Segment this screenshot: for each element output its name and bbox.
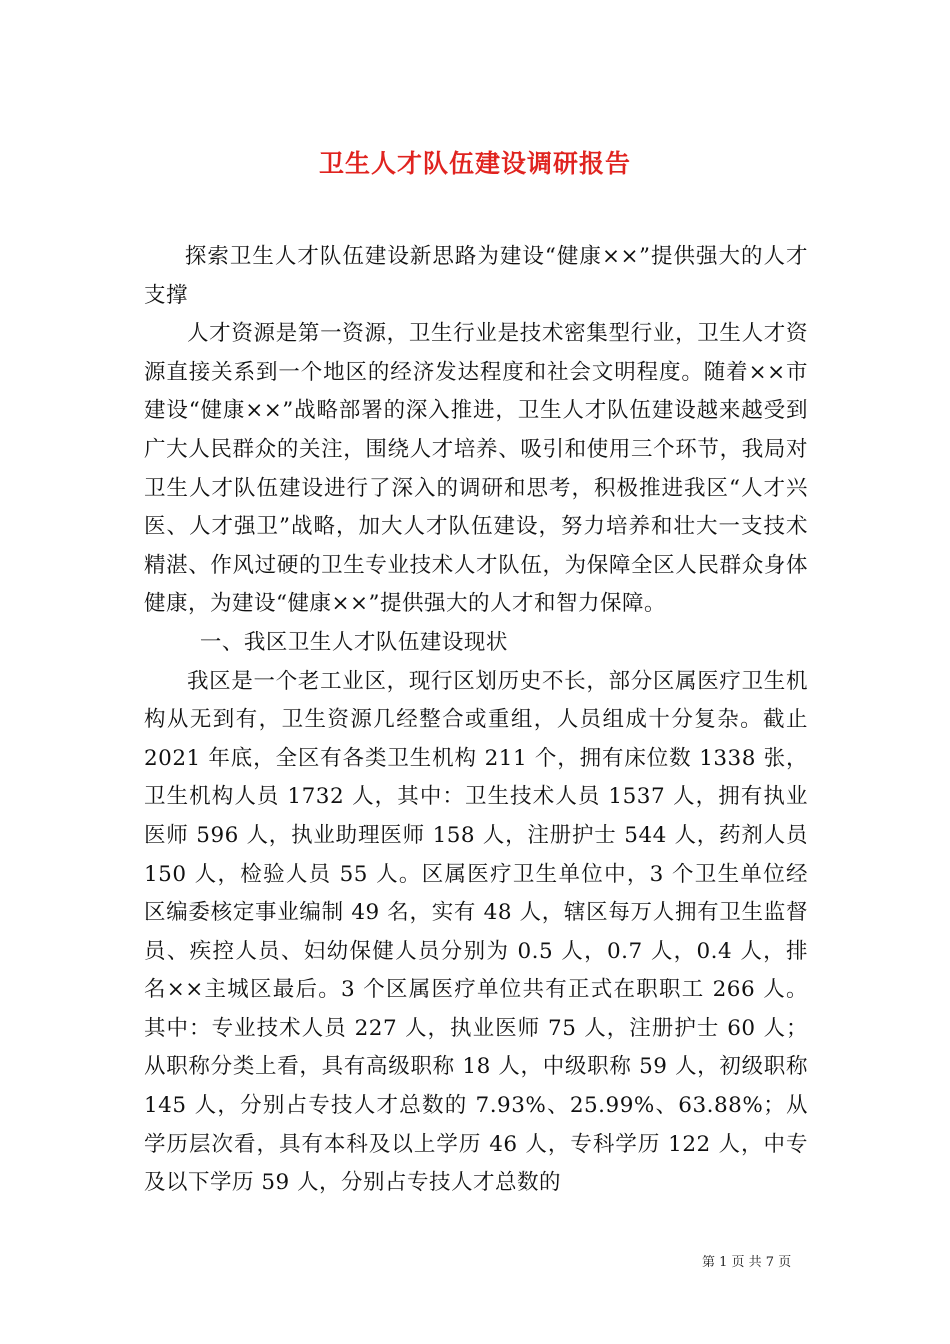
document-body [144, 238, 808, 1203]
paragraph-status: 我区是一个老工业区，现行区划历史不长，部分区属医疗卫生机构从无到有，卫生资源几经整合或重组，人员组成十分复杂。截止 2021 年底，全区有各类卫生机构 211 个，拥有床位数 1338 张，卫生机构人员 1732 人，其中：卫生技术人员 1537 人，拥有执业医师 596 人，执业助理医师 158 人，注册护士 544 人，药剂人员 150 人，检验人员 55 人。区属医疗卫生单位中，3 个卫生单位经区编委核定事业编制 49 名，实有 48 人，辖区每万人拥有卫生监督员、疾控人员、妇幼保健人员分别为 0.5 人，0.7 人，0.4 人，排名××主城区最后。3 个区属医疗单位共有正式在职职工 266 人。其中：专业技术人员 227 人，执业医师 75 人，注册护士 60 人；从职称分类上看，具有高级职称 18 人，中级职称 59 人，初级职称 145 人，分别占专技人才总数的 7.93%、25.99%、63.88%；从学历层次看，具有本科及以上学历 46 人，专科学历 122 人，中专及以下学历 59 人，分别占专技人才总数的 [144, 668, 808, 1196]
page-number: 第 1 页 共 7 页 [702, 1255, 792, 1270]
section-heading: 一、我区卫生人才队伍建设现状 [199, 629, 508, 655]
page-title: 卫生人才队伍建设调研报告 [318, 148, 631, 178]
paragraph-intro: 人才资源是第一资源，卫生行业是技术密集型行业，卫生人才资源直接关系到一个地区的经济发达程度和社会文明程度。随着××市建设“健康××”战略部署的深入推进，卫生人才队伍建设越来越受到广大人民群众的关注，围绕人才培养、吸引和使用三个环节，我局对卫生人才队伍建设进行了深入的调研和思考，积极推进我区“人才兴医、人才强卫”战略，加大人才队伍建设，努力培养和壮大一支技术精湛、作风过硬的卫生专业技术人才队伍，为保障全区人民群众身体健康，为建设“健康××”提供强大的人才和智力保障。 [144, 321, 808, 617]
paragraph-subtitle: 探索卫生人才队伍建设新思路为建设“健康××”提供强大的人才支撑 [144, 244, 808, 308]
